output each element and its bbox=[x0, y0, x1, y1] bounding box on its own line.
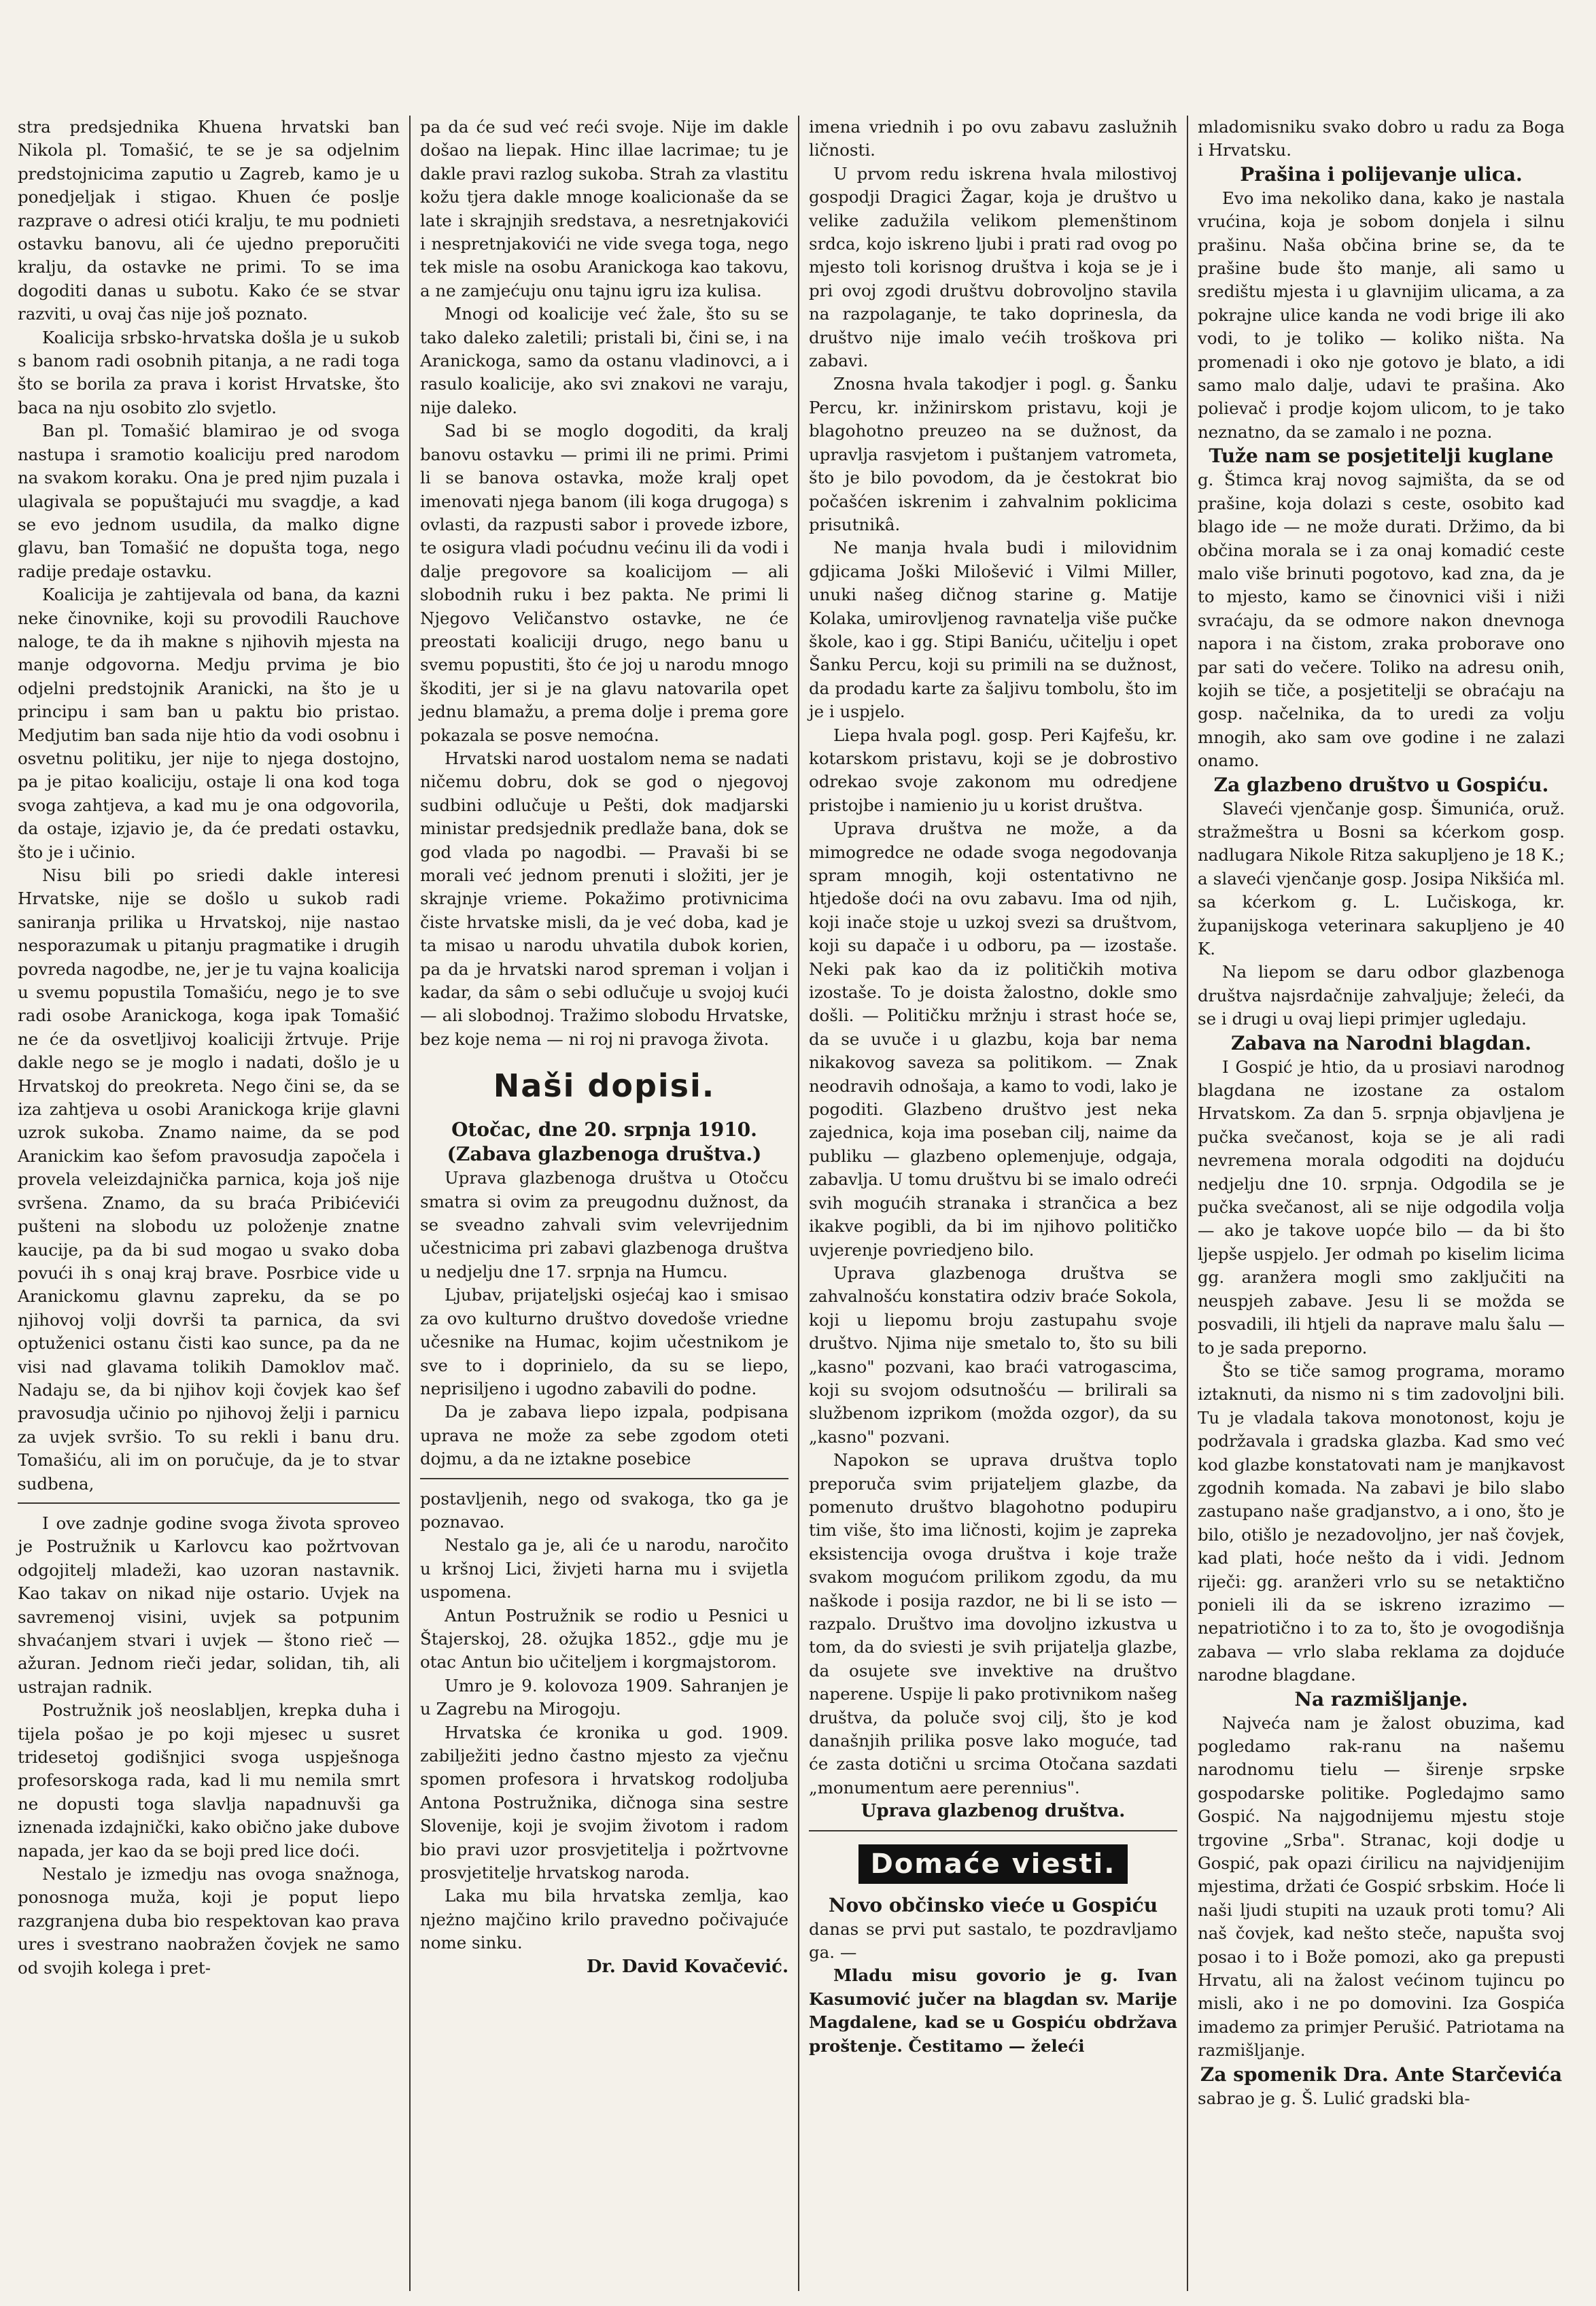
organization-signature: Uprava glazbenog društva. bbox=[861, 1801, 1126, 1822]
article-paragraph: stra predsjednika Khuena hrvatski ban Nikola pl. Tomašić, te se je sa odjelnim predstojnicima zaputio u Zagreb, kamo je u ponedjeljak i stigao. Khuen će poslje razprave o adresi otići kralju, te mu podnieti ostavku banovu, ali će ujedno preporučiti kralju, da ostavke ne primi. To se ima dogoditi danas u subotu. Kako će se stvar razviti, u ovaj čas nije još poznato. bbox=[18, 117, 400, 324]
article-paragraph: Što se tiče samog programa, moramo iztaknuti, da nismo ni s tim zadovoljni bili. Tu je vladala takova monotonost, koju je podržavala i gradska glazba. Kad smo već kod glazbe konstatovati nam je manjkavost zgodnih komada. Na zabavi je bilo slabo zastupano naše gradjanstvo, a i ono, što je bilo, otišlo je nezadovoljno, jer naš čovjek, kad plati, hoće nešto da i vidi. Jednom riječi: gg. aranžeri vrlo su se netaktično ponieli ili da se iskreno izrazimo — nepatriotično i to za to, što je ovogodišnja zabava — vrlo slaba reklama za dojduće narodne blagdane. bbox=[1198, 1360, 1565, 1685]
article-paragraph: Hrvatski narod uostalom nema se nadati ničemu dobru, dok se god o njegovoj sudbini odlučuje u Pešti, dok madjarski ministar predsjednik predlaže bana, dok se god vlada po nagodbi. — Pravaši bi se morali već jednom prenuti i složiti, jer je skrajnje vrieme. Pokažimo protivnicima čiste hrvatske misli, da je već doba, kad je ta misao u narodu uhvatila dubok korien, pa da je hrvatski narod spreman i voljan i kadar, da sâm o sebi odlučuje u svojoj kući — ali slobodnoj. Tražimo slobodu Hrvatske, bez koje nema — ni roj ni pravoga života. bbox=[420, 748, 788, 1049]
subheading: Novo občinsko vieće u Gospiću bbox=[828, 1893, 1158, 1916]
article-paragraph: pa da će sud već reći svoje. Nije im dakle došao na liepak. Hinc illae lacrimae; tu je dakle pravi razlog sukoba. Strah za vlastitu kožu tjera dakle mnoge koalicionaše da se late i skrajnjih sredstava, a nesretnjakovići i nespretnjakovići ne vide svega toga, nego tek misle na osobu Aranickoga kao takovu, a ne zamjećuju onu tajnu igru iza kulisa. bbox=[420, 117, 788, 300]
column-rule bbox=[1187, 116, 1188, 2291]
column-1 bbox=[10, 116, 408, 2291]
subheading: Na razmišljanje. bbox=[1294, 1687, 1468, 1710]
section-divider bbox=[420, 1478, 788, 1479]
article-paragraph: Uprava glazbenoga društva se zahvalnošću konstatira odziv braće Sokola, koji u liepomu broju zastupahu svoje društvo. Njima nije smetalo to, što su bili „kasno" pozvani, kao braći vatrogascima, koji su svojom odsutnošću — brilirali sa službenom izprikom (možda ozgor), da su „kasno" pozvani. bbox=[809, 1262, 1177, 1447]
article-paragraph: Evo ima nekoliko dana, kako je nastala vrućina, koja je sobom donjela i silnu prašinu. Naša občina brine se, da te prašine bude što manje, ali samo u središtu mjesta i u glavnijim ulicama, a za pokrajne ulice kanda ne vodi brige ili ako vodi, to je toliko — koliko ništa. Na promenadi i oko nje gotovo je blato, a idi samo malo dalje, udavi te prašina. Ako polievač i prodje kojom ulicom, to je tako neznatno, da se zamalo i ne pozna. bbox=[1198, 188, 1565, 442]
article-paragraph: Da je zabava liepo izpala, podpisana uprava ne može za sebe zgodom oteti dojmu, a da ne iztakne posebice bbox=[420, 1402, 788, 1469]
article-paragraph: Postružnik još neoslabljen, krepka duha i tijela pošao je po koji mjesec u susret tridesetoj godišnjici svoga uspješnoga profesorskoga rada, kad li mu nemila smrt ne dopusti toga slavlja napadnuvši ga iznenada izdajnički, kako obično jake dubove napada, jer kao da se boji pred lice doći. bbox=[18, 1700, 400, 1861]
article-paragraph: Najveća nam je žalost obuzima, kad pogledamo rak-ranu na našemu narodnomu tielu — širenje srpske gospodarske politike. Pogledajmo samo Gospić. Na najgodnijemu mjestu stoje trgovine „Srba". Stranac, koji dodje u Gospić, pak opazi ćirilicu na najvidjenijim mjestima, držati će Gospić srbskim. Hoće li naši ljudi stupiti na uzauk proti tomu? Ali naš čovjek, kad nešto steče, napušta svoj posao i to i Bože pomozi, ako ga prepusti Hrvatu, ali na žalost većinom tujincu po misli, ako i ne po domovini. Iza Gospića imademo za primjer Perušić. Patriotama na razmišljanje. bbox=[1198, 1713, 1565, 2061]
article-paragraph: Hrvatska će kronika u god. 1909. zabilježiti jedno častno mjesto za vječnu spomen profesora i hrvatskog rodoljuba Antona Postružnika, dičnoga sina sestre Slovenije, koji je svojim životom i radom bio pravi uzor prosvjetitelja i požrtvovne prosvjetitelje hrvatskog naroda. bbox=[420, 1722, 788, 1883]
article-paragraph: sabrao je g. Š. Lulić gradski bla- bbox=[1198, 2088, 1470, 2108]
article-paragraph: Ne manja hvala budi i milovidnim gdjicama Joški Milošević i Vilmi Miller, unuki našeg dičnog starine g. Matije Kolaka, umirovljenog ravnatelja više pučke škole, kao i gg. Stipi Baniću, učitelju i opet Šanku Percu, koji su primili na se dužnost, da prodadu karte za šaljivu tombolu, što im je i uspjelo. bbox=[809, 538, 1177, 722]
article-paragraph: U prvom redu iskrena hvala milostivoj gospodji Dragici Žagar, koja je društvo u velike zadužila velikom plemenštinom srdca, kojo iskreno ljubi i prati rad ovog po mjesto toli korisnog društva i koja se je i pri ovoj zgodi društvu dobrovoljno stavila na razpolaganje, te tako doprinesla, da društvo nije imalo većih troškova pri zabavi. bbox=[809, 163, 1177, 371]
article-paragraph: Napokon se uprava društva toplo preporuča svim prijateljem glazbe, da pomenuto društvo blagohotno podupiru tim više, što ima ličnosti, kojim je zapreka eksistencija ovoga društva i koje traže svakom mogućom prilikom zgodu, da mu naškode i posija razdor, ne bi li se isto — razpalo. Društvo ima dovoljno izkustva u tom, da do sviesti je svih prijatelja glazbe, da osujete sve invektive na društvo naperene. Uspije li pako protivnikom našeg društva, da poluče svoj cilj, što je kod današnjih prilika posve lako moguće, tad će zasta dotični u srcima Otočana sazdati „monumentum aere perennius". bbox=[809, 1450, 1177, 1797]
section-divider bbox=[18, 1502, 400, 1504]
subheading: Zabava na Narodni blagdan. bbox=[1231, 1031, 1531, 1054]
article-paragraph: Nestalo ga je, ali će u narodu, naročito u kršnoj Lici, živjeti harna mu i svijetla uspomena. bbox=[420, 1535, 788, 1602]
article-paragraph: Laka mu bila hrvatska zemlja, kao njeżno majčino krilo pravedno počivajuće nome sinku. bbox=[420, 1886, 788, 1953]
subheading: Tuže nam se posjetitelji kuglane bbox=[1209, 445, 1554, 468]
article-paragraph: Ban pl. Tomašić blamirao je od svoga nastupa i sramotio koaliciju pred narodom na svakom koraku. Ona je pred njim puzala i ulagivala se popuštajući mu svagdje, a kad se evo jednom usudila, da malko digne glavu, ban Tomašić ne dopušta toga, nego radije predaje ostavku. bbox=[18, 421, 400, 581]
article-paragraph: g. Štimca kraj novog sajmišta, da se od prašine, koja dolazi s ceste, osobito kad blago ide — ne može durati. Držimo, da bi občina morala se i za onaj komadić ceste malo više brinuti pogotovo, kad zna, da je to mjesto, kamo se činovnici viši i niži svraćaju, da se odmore nakon dnevnoga napora i na čistom, zraka proborave ono par sati do večere. Toliko na adresu onih, kojih se tiče, a posjetitelji se obraćaju na gosp. načelnika, da to uredi za volju mnogih, ako sam ove godine i ne zalazi onamo. bbox=[1198, 470, 1565, 771]
section-banner-domace-viesti: Domaće viesti. bbox=[809, 1844, 1177, 1884]
newspaper-page bbox=[10, 116, 1573, 2291]
article-paragraph: Liepa hvala pogl. gosp. Peri Kajfešu, kr. kotarskom pristavu, koji se je dobrostivo odrekao svoje zakonom mu odredjene pristojbe i namienio ju u korist društva. bbox=[809, 725, 1177, 815]
section-divider bbox=[809, 1830, 1177, 1831]
article-paragraph: danas se prvi put sastalo, te pozdravljamo ga. — bbox=[809, 1918, 1177, 1963]
article-paragraph: Antun Postružnik se rodio u Pesnici u Štajerskoj, 28. ožujka 1852., gdje mu je otac Antun bio učiteljem i korgmajstorom. bbox=[420, 1605, 788, 1672]
article-paragraph: Znosna hvala takodjer i pogl. g. Šanku Percu, kr. inžinirskom pristavu, koji je blagohotno preuzeo na se dužnost, da upravlja rasvjetom i puštanjem vatrometa, što je bilo povodom, da je čestokrat bio počašćen iskrenim i zahvalnim poklicima prisutnikâ. bbox=[809, 374, 1177, 534]
article-paragraph: Koalicija srbsko-hrvatska došla je u sukob s banom radi osobnih pitanja, a ne radi toga što se borila za prava i korist Hrvatske, što baca na nju osobito zlo svjetlo. bbox=[18, 327, 400, 417]
article-paragraph: Na liepom se daru odbor glazbenoga društva najsrdačnije zahvaljuje; želeći, da se i drugi u ovaj liepi primjer ugledaju. bbox=[1198, 962, 1565, 1029]
article-paragraph: I ove zadnje godine svoga života sproveo je Postružnik u Karlovcu kao požrtvovan odgojitelj mladeži, kao uzoran nastavnik. Kao takav on nikad nije ostario. Uvjek na savremenoj visini, uvjek sa potpunim shvaćanjem stvari i uvjek — štono rieč — ažuran. Jednom rieči jedar, solidan, tih, ali ustrajan radnik. bbox=[18, 1513, 400, 1697]
subheading: (Zabava glazbenoga društva.) bbox=[447, 1143, 762, 1166]
subheading: Prašina i polijevanje ulica. bbox=[1240, 162, 1523, 186]
article-paragraph: Koalicija je zahtijevala od bana, da kazni neke činovnike, koji su provodili Rauchove naloge, te da ih makne s njihovih mjesta na manje odgovorna. Medju prvima je bio odjelni predstojnik Aranicki, na što je u principu i sam ban u paktu bio pristao. Medjutim ban sada nije htio da vodi osobnu i osvetnu politiku, jer nije to njega dostojno, pa je pitao koaliciju, ostaje li ona kod toga svoga zahtjeva, a kad mu je ona odgovorila, da ostaje, izjavio je, da će predati ostavku, što je i učinio. bbox=[18, 585, 400, 862]
article-paragraph: postavljenih, nego od svakoga, tko ga je poznavao. bbox=[420, 1488, 788, 1532]
article-paragraph: Uprava glazbenoga društva u Otočcu smatra si ovim za preugodnu dužnost, da se sveadno zahvali svim velevrijednim učestnicima pri zabavi glazbenoga društva u nedjelju dne 17. srpnja na Humcu. bbox=[420, 1168, 788, 1281]
article-paragraph: imena vriednih i po ovu zabavu zaslužnih ličnosti. bbox=[809, 117, 1177, 160]
column-rule bbox=[798, 116, 799, 2291]
author-signature: Dr. David Kovačević. bbox=[586, 1956, 788, 1977]
article-paragraph: Umro je 9. kolovoza 1909. Sahranjen je u Zagrebu na Mirogoju. bbox=[420, 1675, 788, 1719]
column-4 bbox=[1190, 116, 1573, 2291]
dateline: Otočac, dne 20. srpnja 1910. bbox=[451, 1118, 757, 1141]
article-paragraph: Slaveći vjenčanje gosp. Šimunića, oruž. stražmeštra u Bosni sa kćerkom gosp. nadlugara Nikole Ritza sakupljeno je 18 K.; a slaveći vjenčanje gosp. Josipa Nikšića ml. sa kćerkom g. L. Lučiskoga, kr. županijskoga veterinara sakupljeno je 40 K. bbox=[1198, 798, 1565, 959]
column-2 bbox=[412, 116, 797, 2291]
column-3 bbox=[801, 116, 1185, 2291]
article-paragraph: mladomisniku svako dobro u radu za Boga i Hrvatsku. bbox=[1198, 117, 1565, 160]
article-paragraph: Mnogi od koalicije već žale, što su se tako daleko zaletili; pristali bi, čini se, i na Aranickoga, samo da ostanu vladinovci, a i rasulo koalicije, ako svi znakovi ne varaju, nije daleko. bbox=[420, 304, 788, 417]
article-paragraph: Nestalo je izmedju nas ovoga snažnoga, ponosnoga muža, koji je poput liepo razgranjena duba bio respektovan kao prava ures i svestrano naobražen čovjek ne samo od svojih kolega i pret- bbox=[18, 1864, 400, 1978]
article-paragraph: Sad bi se moglo dogoditi, da kralj banovu ostavku — primi ili ne primi. Primi li se banova ostavka, može kralj opet imenovati njega banom (ili koga drugoga) s ovlasti, da razpusti sabor i provede izbore, te osigura vladi poćudnu većinu ili da vodi i dalje pregovore sa koalicijom — ali slobodnih ruku i bez pakta. Ne primi li Njegovo Veličanstvo ostavke, ne će preostati koaliciji drugo, nego banu u svemu popustiti, što će joj u narodu mnogo škoditi, jer si je na glavu natovarila opet jednu blamažu, a prema dolje i prema gore pokazala se posve nemoćna. bbox=[420, 421, 788, 745]
article-paragraph: Ljubav, prijateljski osjećaj kao i smisao za ovo kulturno društvo dovedoše vriedne učesnike na Humac, kojim učestnikom je sve to i doprinielo, da su se liepo, neprisiljeno i ugodno zabavili do podne. bbox=[420, 1285, 788, 1398]
column-rule bbox=[409, 116, 411, 2291]
subheading: Za spomenik Dra. Ante Starčevića bbox=[1200, 2063, 1563, 2086]
article-paragraph: I Gospić je htio, da u prosiavi narodnog blagdana ne izostane za ostalom Hrvatskom. Za dan 5. srpnja objavljena je pučka svečanost, koja se je ali radi nevremena morala odgoditi na dojduću nedjelju dne 10. srpnja. Odgodila se je pučka svečanost, ali se nije odgodila volja — ako je takove uopće bilo — da bi što ljepše uspjelo. Jer odmah po kiselim licima gg. aranžera mogli smo zaključiti na neuspjeh zabave. Jesu li se možda se posvadili, ili htjeli da naprave malu šalu — to je sada preporno. bbox=[1198, 1056, 1565, 1358]
article-paragraph: Nisu bili po sriedi dakle interesi Hrvatske, nije se došlo u sukob radi saniranja prilika u Hrvatskoj, nije nastao nesporazumak u pitanju pragmatike i drugih povreda nagodbe, ne, jer je tu vajna koalicija u svemu popustila Tomašiću, nego je to sve radi osobe Aranickoga, koga ipak Tomašić ne će da osvetljivoj koaliciji žrtvuje. Prije dakle nego se je moglo i nadati, došlo je u Hrvatskoj do preokreta. Nego čini se, da se iza zahtjeva u osobi Aranickoga krije glavni uzrok sukoba. Znamo naime, da se pod Aranickim kao šefom pravosudja započela i provela veleizdajnička parnica, koja još nije svršena. Znamo, da su braća Pribićevići pušteni na slobodu uz položenje znatne kaucije, pa da bi sud mogao u svako doba povući ih s onaj kraj brave. Posrbice vide u Aranickomu glavnu zapreku, da se po njihovoj volji dovrši ta parnica, da svi optuženici ostanu čisti kao sunce, pa da ne visi nad glavama tolikih Damoklov mač. Nadaju se, da bi njihov koji čovjek kao šef pravosudja učinio po njihovoj želji i parnicu za uvjek svršio. To su rekli i banu dru. Tomašiću, ali im on poručuje, da je to stvar sudbena, bbox=[18, 865, 400, 1494]
subheading: Za glazbeno društvo u Gospiću. bbox=[1213, 773, 1549, 796]
article-paragraph: Uprava društva ne može, a da mimogredce ne odade svoga negodovanja spram mnogih, koji ostentativno ne htjedoše doći na ovu zabavu. Ima od njih, koji inače stoje u uzkoj svezi sa društvom, koji su dapače i u odboru, pa — izostaše. Neki pak kao da iz političkih motiva izostaše. To je doista žalostno, dokle smo došli. — Političku mržnju i strast hoće se, da se uvuče i u glazbu, koja bar nema nikakovog saveza sa politikom. — Znak neodravih odnošaja, a kamo to vodi, lako je pogoditi. Glazbeno društvo jest neka zajednica, koja ima poseban cilj, naime da publiku — glazbeno oplemenjuje, odgaja, zabavlja. U tomu društvu bi se imalo odreći svih mogućih stranaka i strančica a bez ikakve pogibli, da bi im njihovo političko uvjerenje povriedjeno bilo. bbox=[809, 819, 1177, 1260]
section-banner-nasi-dopisi: Naši dopisi. bbox=[493, 1067, 716, 1105]
article-paragraph: Mladu misu govorio je g. Ivan Kasumović jučer na blagdan sv. Marije Magdalene, kad se u Gospiću obdržava proštenje. Čestitamo — želeći bbox=[809, 1965, 1177, 2056]
